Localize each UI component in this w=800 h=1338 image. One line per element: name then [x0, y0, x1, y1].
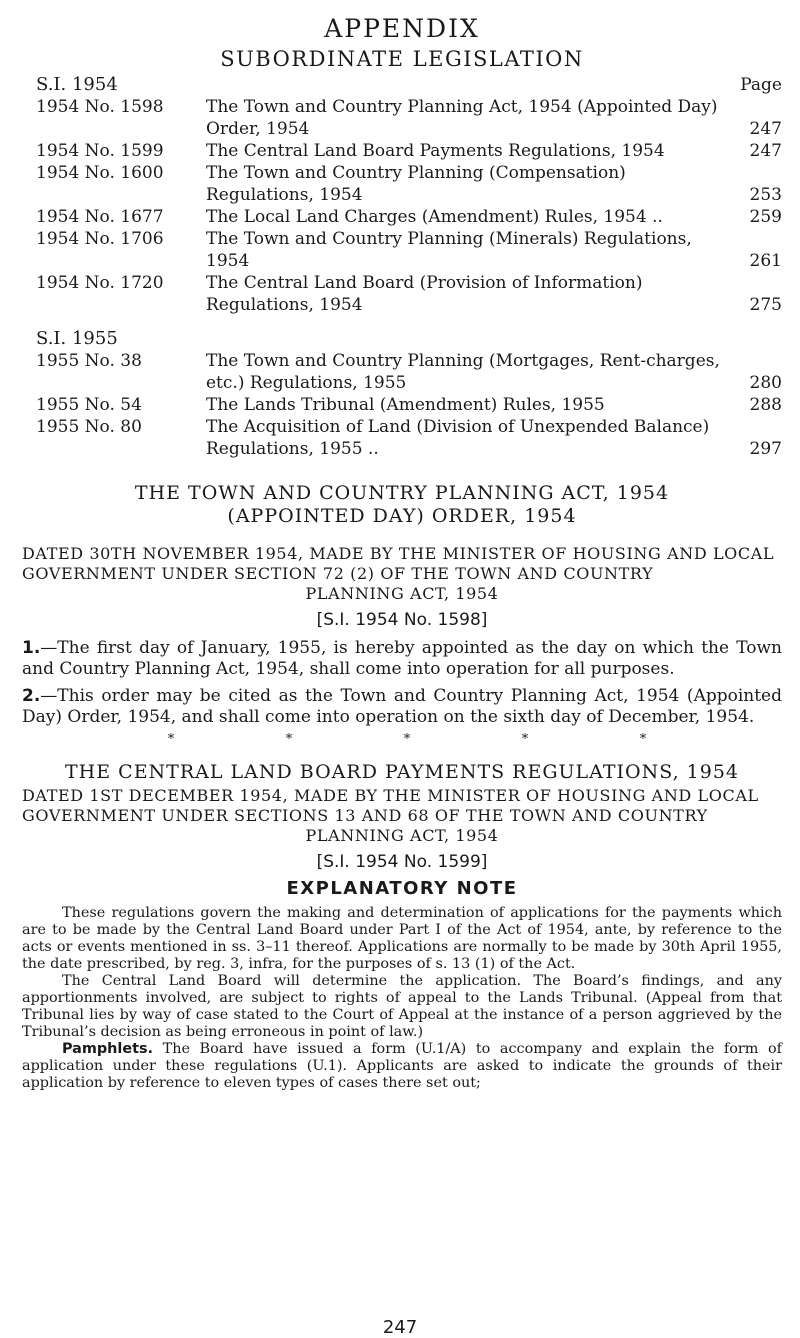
- si-title: The Town and Country Planning Act, 1954 (Appointed Day) Order, 1954: [206, 97, 718, 139]
- separator-star: *: [521, 732, 529, 747]
- regulations-dated-line-end: PLANNING ACT, 1954: [305, 826, 499, 845]
- contents-row: [22, 162, 782, 206]
- separator-star: *: [167, 732, 175, 747]
- si-title: The Town and Country Planning (Mortgages, Rent-charges, etc.) Regulations, 1955: [206, 351, 720, 393]
- si-number: 1954 No. 1599: [36, 141, 164, 161]
- si-number: 1955 No. 80: [36, 417, 142, 437]
- paragraph-text: —The first day of January, 1955, is hereby appointed as the day on which the Town and Country Planning Act, 1954, shall come into operation for all purposes.: [22, 638, 782, 679]
- si-number: 1954 No. 1720: [36, 273, 164, 293]
- contents-header-row: [22, 328, 782, 350]
- order-subtitle: (APPOINTED DAY) ORDER, 1954: [227, 505, 577, 527]
- contents-row: [22, 206, 782, 228]
- si-page: 247: [749, 119, 782, 139]
- contents-header-row: [22, 74, 782, 96]
- si-number: 1955 No. 54: [36, 395, 142, 415]
- contents-row: [22, 140, 782, 162]
- si-page: 288: [749, 395, 782, 415]
- si-page: 253: [749, 185, 782, 205]
- contents-row: [22, 228, 782, 272]
- paragraph-number: 2.: [22, 686, 41, 706]
- explanatory-paragraph-3: [22, 1041, 782, 1092]
- si-title: The Local Land Charges (Amendment) Rules, 1954 ..: [206, 207, 663, 227]
- page-column-label: Page: [740, 75, 782, 95]
- si-number: 1955 No. 38: [36, 351, 142, 371]
- contents-row: [22, 350, 782, 394]
- si-page: 261: [749, 251, 782, 271]
- si-title: The Town and Country Planning (Compensation) Regulations, 1954: [206, 163, 626, 205]
- si-page: 247: [749, 141, 782, 161]
- order-dated-line-end: PLANNING ACT, 1954: [305, 584, 499, 603]
- si-number: 1954 No. 1598: [36, 97, 164, 117]
- separator-star: *: [285, 732, 293, 747]
- separator-star: *: [639, 732, 647, 747]
- order-title: THE TOWN AND COUNTRY PLANNING ACT, 1954: [134, 482, 670, 504]
- order-paragraph-1: [22, 638, 782, 680]
- contents-table: [22, 74, 782, 460]
- si-title: The Central Land Board (Provision of Information) Regulations, 1954: [206, 273, 643, 315]
- si-page: 280: [749, 373, 782, 393]
- si-title: The Central Land Board Payments Regulations, 1954: [206, 141, 665, 161]
- si-number: 1954 No. 1600: [36, 163, 164, 183]
- pamphlets-lead: Pamphlets.: [62, 1041, 154, 1057]
- si-title: The Lands Tribunal (Amendment) Rules, 1955: [206, 395, 605, 415]
- year-label: S.I. 1954: [36, 74, 118, 95]
- pamphlets-text: The Board have issued a form (U.1/A) to accompany and explain the form of application under these regulations (U.1). Applicants are asked to indicate the grounds of their application by reference to eleven types of cases there set out;: [22, 1041, 782, 1091]
- si-number: 1954 No. 1677: [36, 207, 164, 227]
- appendix-heading: APPENDIX: [324, 14, 480, 43]
- si-page: 259: [749, 207, 782, 227]
- si-page: 297: [749, 439, 782, 459]
- si-page: 275: [749, 295, 782, 315]
- explanatory-paragraph-2: The Central Land Board will determine the application. The Board’s findings, and any apportionments involved, are subject to rights of appeal to the Lands Tribunal. (Appeal from that Tribunal lies by way of case stated to the Court of Appeal at the instance of a person aggrieved by the Tribunal’s decision as being erroneous in point of law.): [22, 973, 782, 1040]
- subordinate-legislation-heading: SUBORDINATE LEGISLATION: [220, 47, 584, 71]
- contents-row: [22, 272, 782, 316]
- paragraph-number: 1.: [22, 638, 41, 658]
- page-number: 247: [382, 1317, 418, 1338]
- separator-star: *: [403, 732, 411, 747]
- contents-row: [22, 416, 782, 460]
- order-si-reference: [S.I. 1954 No. 1598]: [316, 610, 488, 630]
- regulations-title: THE CENTRAL LAND BOARD PAYMENTS REGULATIONS, 1954: [65, 761, 739, 783]
- explanatory-note-heading: EXPLANATORY NOTE: [286, 878, 518, 899]
- contents-row: [22, 96, 782, 140]
- paragraph-text: —This order may be cited as the Town and Country Planning Act, 1954 (Appointed Day) Order, 1954, and shall come into operation on the sixth day of December, 1954.: [22, 686, 782, 727]
- explanatory-paragraph-1: These regulations govern the making and determination of applications for the payments which are to be made by the Central Land Board under Part I of the Act of 1954, ante, by reference to the acts or events mentioned in ss. 3–11 thereof. Applications are normally to be made by 30th April 1955, the date prescribed, by reg. 3, infra, for the purposes of s. 13 (1) of the Act.: [22, 905, 782, 972]
- order-paragraph-2: [22, 686, 782, 728]
- si-title: The Acquisition of Land (Division of Unexpended Balance) Regulations, 1955 ..: [206, 417, 710, 459]
- si-number: 1954 No. 1706: [36, 229, 164, 249]
- section-separator: [22, 732, 782, 747]
- order-dated-line: DATED 30TH NOVEMBER 1954, MADE BY THE MINISTER OF HOUSING AND LOCAL GOVERNMENT UNDER SECTION 72 (2) OF THE TOWN AND COUNTRY: [22, 544, 775, 583]
- si-title: The Town and Country Planning (Minerals) Regulations, 1954: [206, 229, 692, 271]
- regulations-dated-line: DATED 1ST DECEMBER 1954, MADE BY THE MINISTER OF HOUSING AND LOCAL GOVERNMENT UNDER SECTIONS 13 AND 68 OF THE TOWN AND COUNTRY: [22, 786, 759, 825]
- year-label: S.I. 1955: [36, 328, 118, 349]
- contents-row: [22, 394, 782, 416]
- regulations-si-reference: [S.I. 1954 No. 1599]: [316, 852, 488, 872]
